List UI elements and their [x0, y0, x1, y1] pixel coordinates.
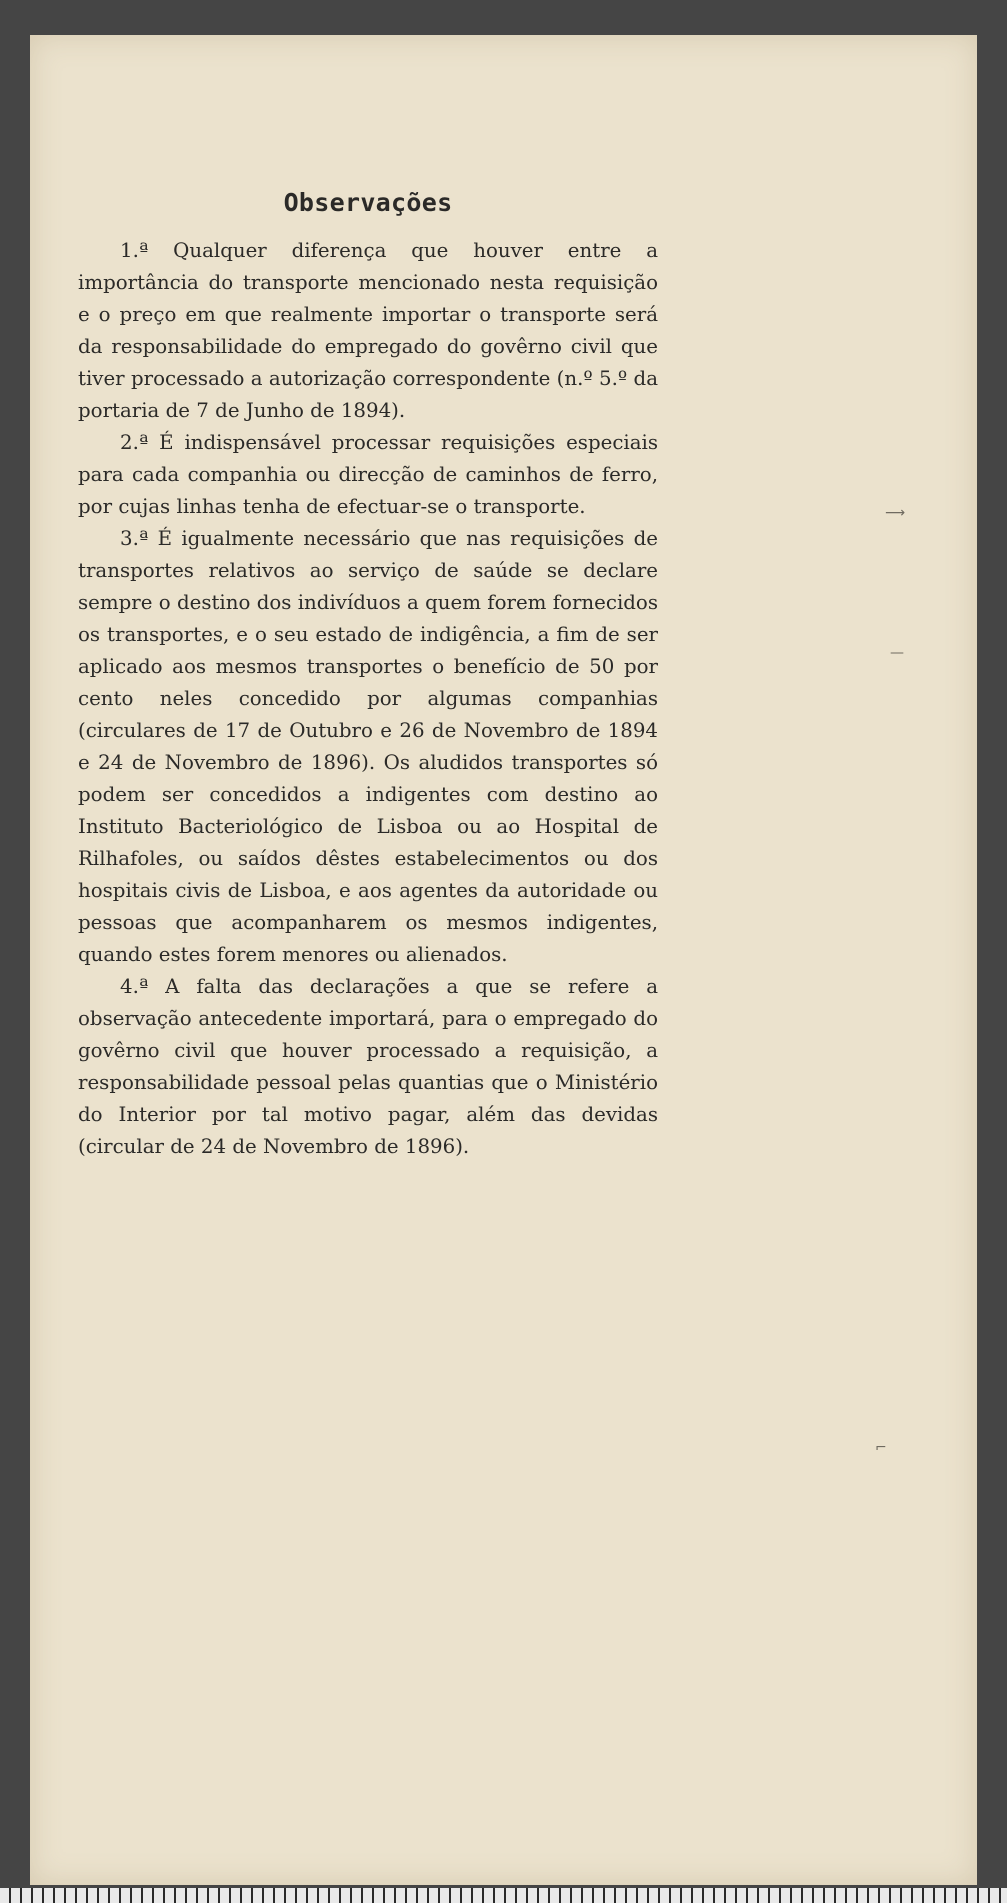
ink-speck: — — [890, 645, 904, 661]
scan-ruler — [0, 1888, 1007, 1903]
note-3: 3.ª É igualmente necessário que nas requisições de transportes relativos ao serviço de saúde se declare sempre o destino dos indivíduos a quem forem fornecidos os transportes, e o seu estado de indigência, a fim de ser aplicado aos mesmos transportes o benefício de 50 por cento neles concedido por algumas companhias (circulares de 17 de Outubro e 26 de Novembro de 1894 e 24 de Novembro de 1896). Os aludidos transportes só podem ser concedidos a indigentes com destino ao Instituto Bacteriológico de Lisboa ou ao Hospital de Rilhafoles, ou saídos dêstes estabelecimentos ou dos hospitais civis de Lisboa, e aos agentes da autoridade ou pessoas que acompanharem os mesmos indigentes, quando estes forem menores ou alienados. — [78, 527, 658, 966]
ink-speck: ⌐ — [875, 1440, 887, 1456]
document-body — [78, 185, 658, 1163]
paper-sheet — [30, 35, 977, 1885]
note-1: 1.ª Qualquer diferença que houver entre a importância do transporte mencionado nesta requisição e o preço em que realmente importar o transporte será da responsabilidade do empregado do govêrno civil que tiver processado a autorização correspondente (n.º 5.º da portaria de 7 de Junho de 1894). — [78, 239, 658, 422]
document-title: Observações — [283, 188, 453, 217]
note-4: 4.ª A falta das declarações a que se refere a observação antecedente importará, para o empregado do govêrno civil que houver processado a requisição, a responsabilidade pessoal pelas quantias que o Ministério do Interior por tal motivo pagar, além das devidas (circular de 24 de Novembro de 1896). — [78, 975, 658, 1158]
note-2: 2.ª É indispensável processar requisições especiais para cada companhia ou direcção de caminhos de ferro, por cujas linhas tenha de efectuar-se o transporte. — [78, 431, 658, 518]
ink-speck: ⟶ — [885, 505, 906, 521]
